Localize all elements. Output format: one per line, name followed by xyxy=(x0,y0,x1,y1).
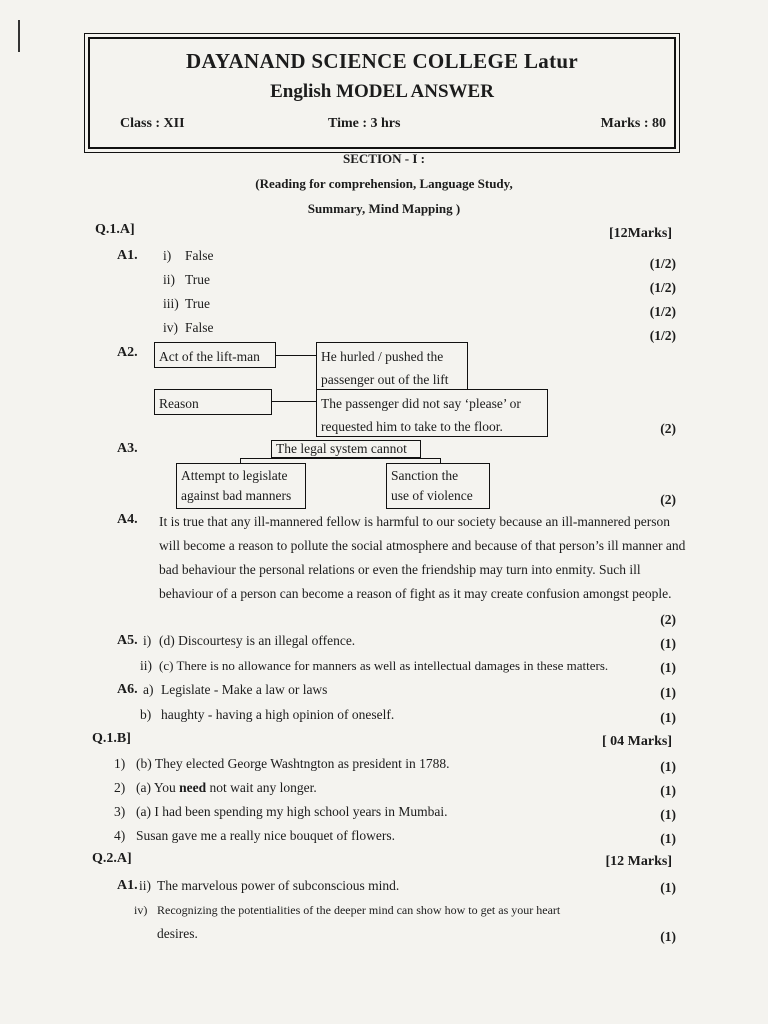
scan-mark xyxy=(18,20,20,52)
question-marks: [12Marks] xyxy=(609,226,672,241)
question-label: Q.2.A] xyxy=(92,851,132,866)
item-number: 2) xyxy=(114,780,126,795)
item-mark: (1/2) xyxy=(649,328,676,343)
item-number: b) xyxy=(140,707,152,722)
box-text: Reason xyxy=(159,396,199,411)
question-label: Q.1.A] xyxy=(95,222,135,237)
mindmap-box-action xyxy=(316,342,468,390)
box-text: He hurled / pushed the xyxy=(321,349,444,364)
item-text: desires. xyxy=(157,926,198,941)
item-mark: (1) xyxy=(660,685,676,700)
item-mark: (1) xyxy=(660,831,676,846)
item-mark: (1) xyxy=(660,807,676,822)
item-text: False xyxy=(185,320,214,335)
question-marks: [ 04 Marks] xyxy=(602,734,672,749)
item-mark: (1/2) xyxy=(649,304,676,319)
item-text xyxy=(136,780,317,796)
header-box xyxy=(88,37,676,149)
item-number: 1) xyxy=(114,756,126,771)
question-marks: [12 Marks] xyxy=(605,854,672,869)
item-mark: (1) xyxy=(660,636,676,651)
answer-label: A1. xyxy=(117,878,138,893)
box-text: use of violence xyxy=(391,488,473,503)
text-part: not wait any longer. xyxy=(206,780,317,795)
answer-mark: (2) xyxy=(660,421,676,436)
item-text: Recognizing the potentialities of the deeper mind can show how to get as your heart xyxy=(157,903,561,917)
class-label: Class : XII xyxy=(120,116,185,131)
college-title: DAYANAND SCIENCE COLLEGE Latur xyxy=(186,49,578,73)
mindmap-box-branch-left xyxy=(176,463,306,509)
answer-label: A4. xyxy=(117,512,138,527)
mindmap-box-cause xyxy=(316,389,548,437)
box-text: Sanction the xyxy=(391,468,459,483)
item-number: i) xyxy=(163,248,172,263)
item-mark: (1/2) xyxy=(649,280,676,295)
answer-paragraph: It is true that any ill-mannered fellow is harmful to our society because an ill-mannered person will become a reason to pollute the social atmosphere and because of that person’s ill manner and bad behaviour the personal relations or even the friendship may turn into enmity. Such ill behaviour of a person can become a reason of fight as it may create confusion amongst people. xyxy=(159,514,686,601)
item-number: 4) xyxy=(114,828,126,843)
item-text: Legislate - Make a law or laws xyxy=(161,682,328,697)
box-text: The passenger did not say ‘please’ or xyxy=(321,396,521,411)
answer-label: A6. xyxy=(117,682,138,697)
item-mark: (1) xyxy=(660,880,676,895)
connector-line xyxy=(240,458,440,459)
mindmap-box-act xyxy=(154,342,276,368)
item-number: ii) xyxy=(140,658,152,673)
section-subtitle-1: (Reading for comprehension, Language Study, xyxy=(255,176,513,191)
item-text: The marvelous power of subconscious mind. xyxy=(157,878,400,893)
item-mark: (1) xyxy=(660,710,676,725)
item-text: (a) I had been spending my high school years in Mumbai. xyxy=(136,804,448,819)
box-text: requested him to take to the floor. xyxy=(321,419,503,434)
item-number: a) xyxy=(143,682,154,697)
item-number: iv) xyxy=(163,320,178,335)
mindmap-box-branch-right xyxy=(386,463,490,509)
subject-title: English MODEL ANSWER xyxy=(270,81,494,102)
section-title: SECTION - I : xyxy=(343,151,425,166)
answer-label: A5. xyxy=(117,633,138,648)
box-text: passenger out of the lift xyxy=(321,372,449,387)
question-label: Q.1.B] xyxy=(92,731,131,746)
answer-label: A3. xyxy=(117,441,138,456)
connector-line xyxy=(276,355,316,356)
item-text: (c) There is no allowance for manners as well as intellectual damages in these matters. xyxy=(159,658,609,673)
item-text: True xyxy=(185,296,211,311)
marks-label: Marks : 80 xyxy=(600,116,666,131)
answer-label: A1. xyxy=(117,248,138,263)
item-number: i) xyxy=(143,633,152,648)
item-number: ii) xyxy=(139,878,151,893)
answer-mark: (2) xyxy=(660,492,676,507)
connector-line xyxy=(272,401,316,402)
item-text: (b) They elected George Washtngton as president in 1788. xyxy=(136,756,450,771)
mindmap-box-root xyxy=(271,440,421,458)
item-text: (d) Discourtesy is an illegal offence. xyxy=(159,633,356,648)
item-text: True xyxy=(185,272,211,287)
mindmap-box-reason xyxy=(154,389,272,415)
item-number: iv) xyxy=(134,903,148,917)
item-text: Susan gave me a really nice bouquet of flowers. xyxy=(136,828,396,843)
answer-mark: (2) xyxy=(660,612,676,627)
item-number: 3) xyxy=(114,804,126,819)
item-mark: (1) xyxy=(660,660,676,675)
box-text: against bad manners xyxy=(181,488,292,503)
item-mark: (1) xyxy=(660,759,676,774)
item-number: iii) xyxy=(163,296,179,311)
item-text: False xyxy=(185,248,214,263)
item-mark: (1) xyxy=(660,929,676,944)
answer-label: A2. xyxy=(117,345,138,360)
emphasis-word: need xyxy=(179,780,207,795)
time-label: Time : 3 hrs xyxy=(328,116,401,131)
text-part: (a) You xyxy=(136,780,180,795)
box-text: Act of the lift-man xyxy=(159,349,260,364)
item-mark: (1) xyxy=(660,783,676,798)
item-text: haughty - having a high opinion of oneself. xyxy=(161,707,395,722)
box-text: Attempt to legislate xyxy=(181,468,288,483)
box-text: The legal system cannot xyxy=(276,441,407,456)
item-mark: (1/2) xyxy=(649,256,676,271)
item-number: ii) xyxy=(163,272,175,287)
section-subtitle-2: Summary, Mind Mapping ) xyxy=(307,201,461,216)
